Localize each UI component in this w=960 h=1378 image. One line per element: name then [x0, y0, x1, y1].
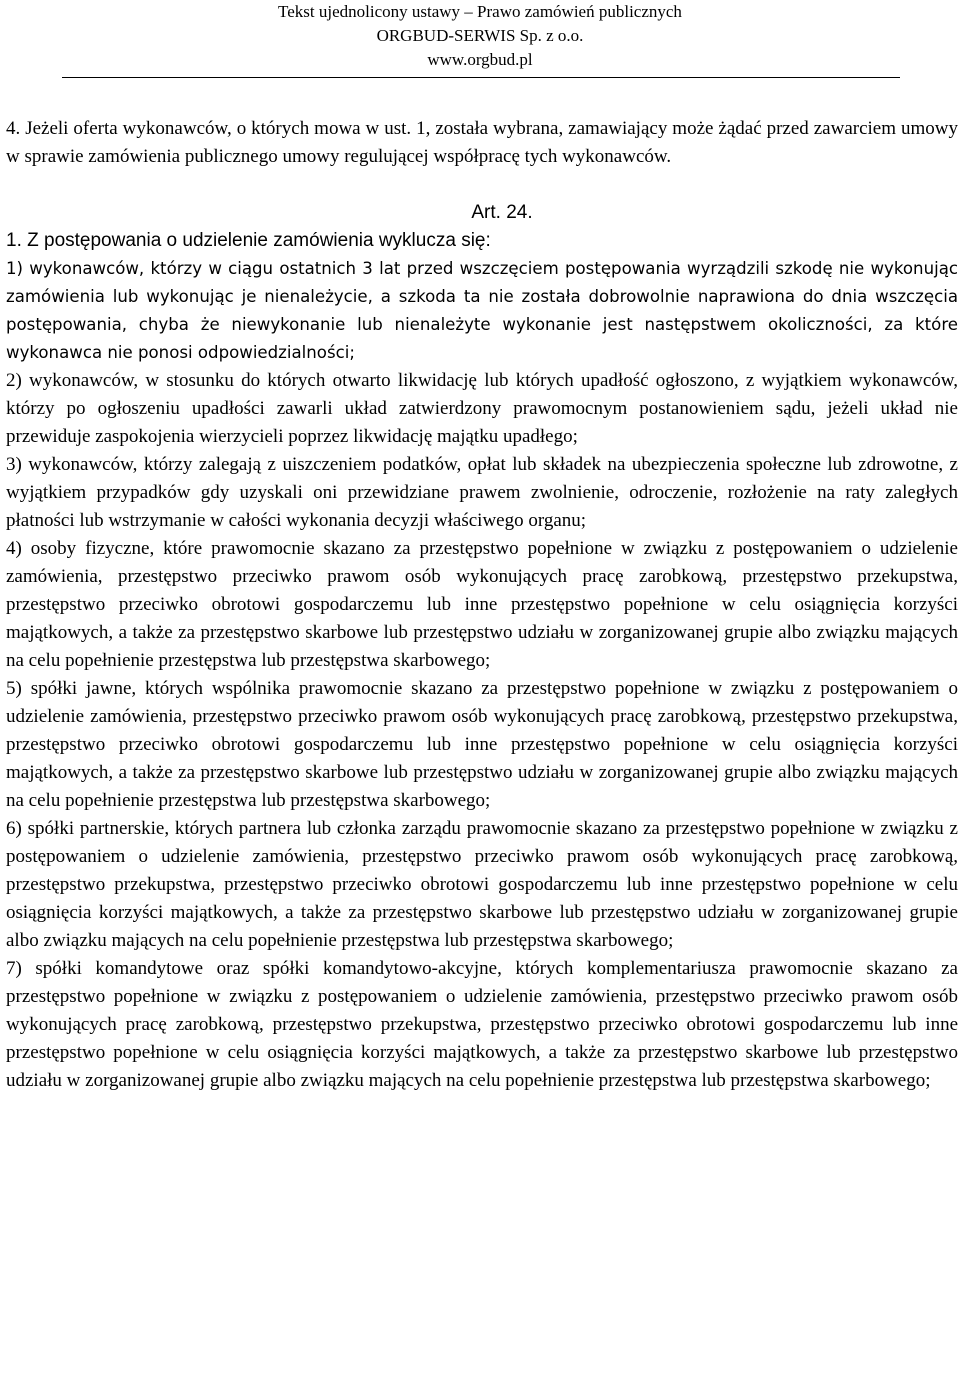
list-item-1: 1) wykonawców, którzy w ciągu ostatnich 3 lat przed wszczęciem postępowania wyrządzili szkodę nie wykonując zamówienia lub wykonując je nienależycie, a szkoda ta nie została dobrowolnie naprawiona do dnia wszczęcia postępowania, chyba że niewykonanie lub nienależyte wykonanie jest następstwem okoliczności, za które wykonawca nie ponosi odpowiedzialności; [6, 259, 958, 362]
list-item-7: 7) spółki komandytowe oraz spółki komandytowo-akcyjne, których komplementariusza prawomocnie skazano za przestępstwo popełnione w związku z postępowaniem o udzielenie zamówienia, przestępstwo przeciwko prawom osób wykonujących pracę zarobkową, przestępstwo przekupstwa, przestępstwo przeciwko obrotowi gospodarczemu lub inne przestępstwo popełnione w celu osiągnięcia korzyści majątkowych, a także za przestępstwo skarbowe lub przestępstwo udziału w zorganizowanej grupie albo związku mających na celu popełnienie przestępstwa lub przestępstwa skarbowego; [6, 958, 958, 1091]
article-title: Art. 24. [471, 202, 533, 223]
list-item-5: 5) spółki jawne, których wspólnika prawomocnie skazano za przestępstwo popełnione w związku z postępowaniem o udzielenie zamówienia, przestępstwo przeciwko prawom osób wykonujących pracę zarobkową, przestępstwo przekupstwa, przestępstwo przeciwko obrotowi gospodarczemu lub inne przestępstwo popełnione w celu osiągnięcia korzyści majątkowych, a także za przestępstwo skarbowe lub przestępstwo udziału w zorganizowanej grupie albo związku mających na celu popełnienie przestępstwa lub przestępstwa skarbowego; [6, 678, 958, 811]
header-divider [62, 77, 900, 78]
list-item-6: 6) spółki partnerskie, których partnera lub członka zarządu prawomocnie skazano za przestępstwo popełnione w związku z postępowaniem o udzielenie zamówienia, przestępstwo przeciwko prawom osób wykonujących pracę zarobkową, przestępstwo przekupstwa, przestępstwo przeciwko obrotowi gospodarczemu lub inne przestępstwo popełnione w celu osiągnięcia korzyści majątkowych, a także za przestępstwo skarbowe lub przestępstwo udziału w zorganizowanej grupie albo związku mających na celu popełnienie przestępstwa lub przestępstwa skarbowego; [6, 818, 958, 951]
article-ust-1: 1. Z postępowania o udzielenie zamówienia wyklucza się: [6, 230, 491, 251]
document-body [6, 115, 958, 1095]
header-publisher: ORGBUD-SERWIS Sp. z o.o. [376, 26, 584, 45]
list-item-2: 2) wykonawców, w stosunku do których otwarto likwidację lub których upadłość ogłoszono, z wyjątkiem wykonawców, którzy po ogłoszeniu upadłości zawarli układ zatwierdzony prawomocnym postanowieniem sądu, jeżeli układ nie przewiduje zaspokojenia wierzycieli poprzez likwidację majątku upadłego; [6, 370, 958, 447]
header-document-title: Tekst ujednolicony ustawy – Prawo zamówień publicznych [278, 2, 682, 21]
items-sans-block [6, 255, 958, 367]
paragraph-gap [6, 171, 958, 199]
header-website: www.orgbud.pl [427, 50, 533, 69]
list-item-4: 4) osoby fizyczne, które prawomocnie skazano za przestępstwo popełnione w związku z postępowaniem o udzielenie zamówienia, przestępstwo przeciwko prawom osób wykonujących pracę zarobkową, przestępstwo przekupstwa, przestępstwo przeciwko obrotowi gospodarczemu lub inne przestępstwo popełnione w celu osiągnięcia korzyści majątkowych, a także za przestępstwo skarbowe lub przestępstwo udziału w zorganizowanej grupie albo związku mających na celu popełnienie przestępstwa lub przestępstwa skarbowego; [6, 538, 958, 671]
paragraph-4: 4. Jeżeli oferta wykonawców, o których mowa w ust. 1, została wybrana, zamawiający może żądać przed zawarciem umowy w sprawie zamówienia publicznego umowy regulującej współpracę tych wykonawców. [6, 118, 958, 167]
list-item-3: 3) wykonawców, którzy zalegają z uiszczeniem podatków, opłat lub składek na ubezpieczenia społeczne lub zdrowotne, z wyjątkiem przypadków gdy uzyskali oni przewidziane prawem zwolnienie, odroczenie, rozłożenie na raty zaległych płatności lub wstrzymanie w całości wykonania decyzji właściwego organu; [6, 454, 958, 531]
page-header [0, 0, 960, 72]
items-serif-block [6, 367, 958, 1095]
